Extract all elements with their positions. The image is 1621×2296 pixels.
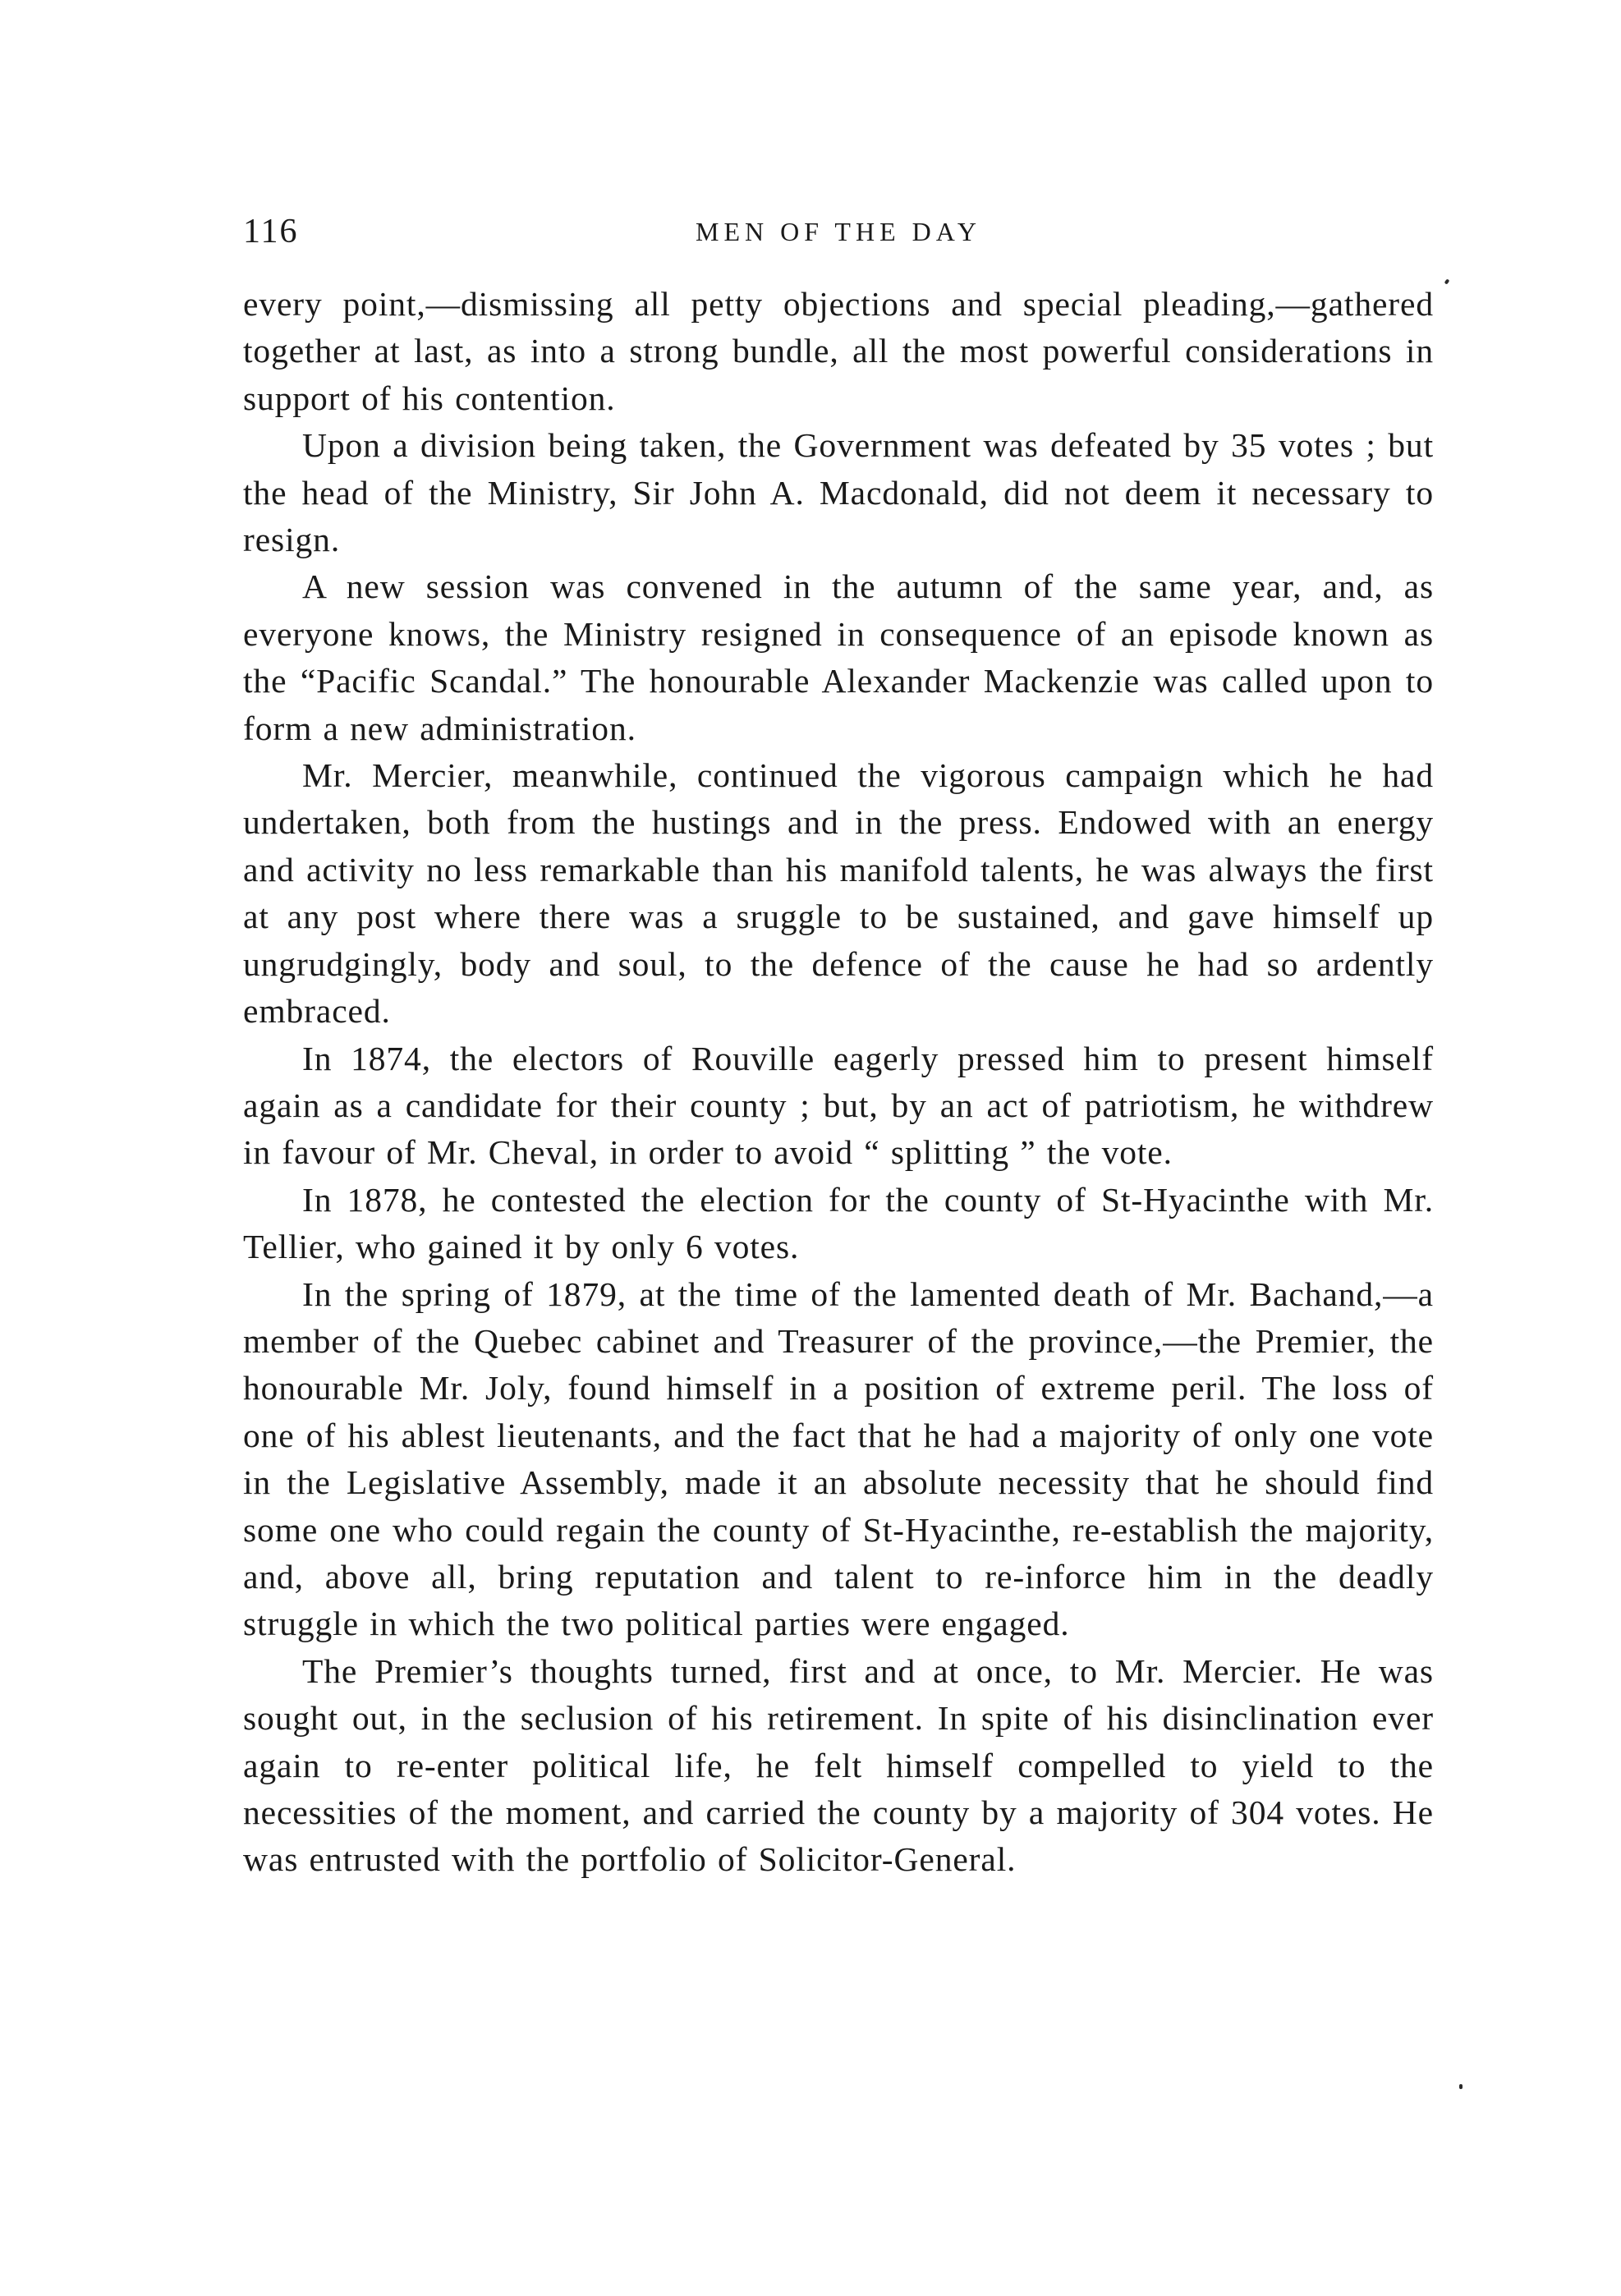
scan-speck <box>1444 278 1450 284</box>
paragraph-1878-election: In 1878, he contested the election for the county of St-Hyacinthe with Mr. Tellier, who gained it by only 6 votes. <box>243 1180 1434 1266</box>
running-head <box>243 212 1434 261</box>
paragraph-1879-premier-peril: In the spring of 1879, at the time of the lamented death of Mr. Bachand,—a member of the Quebec cabinet and Treasurer of the province,—the Premier, the honourable Mr. Joly, found himself in a position of extreme peril. The loss of one of his ablest lieutenants, and the fact that he had a majority of only one vote in the Legislative Assembly, made it an absolute necessity that he should find some one who could regain the county of St-Hyacinthe, re-establish the majority, and, above all, bring reputation and talent to re-inforce him in the deadly struggle in which the two political parties were engaged. <box>243 1274 1434 1643</box>
paragraph-continued: every point,—dismissing all petty objections and special pleading,—gathered together at last, as into a strong bundle, all the most powerful considerations in support of his contention. <box>243 285 1434 417</box>
page-number: 116 <box>243 213 299 250</box>
scan-speck <box>1459 2084 1463 2089</box>
paragraph-1874-rouville: In 1874, the electors of Rouville eagerly pressed him to present himself again as a candidate for their county ; but, by an act of patriotism, he withdrew in favour of Mr. Cheval, in order to avoid “ splitting ” the vote. <box>243 1039 1434 1172</box>
paragraph-solicitor-general: The Premier’s thoughts turned, first and at once, to Mr. Mercier. He was sought out, in the seclusion of his retirement. In spite of his disinclination ever again to re-enter political life, he felt himself compelled to yield to the necessities of the moment, and carried the county by a majority of 304 votes. He was entrusted with the portfolio of Solicitor-General. <box>243 1651 1434 1879</box>
paragraph-division-vote: Upon a division being taken, the Government was defeated by 35 votes ; but the head of the Ministry, Sir John A. Macdonald, did not deem it necessary to resign. <box>243 426 1434 559</box>
paragraph-pacific-scandal: A new session was convened in the autumn of the same year, and, as everyone knows, the Ministry resigned in consequence of an episode known as the “Pacific Scandal.” The honourable Alexander Mackenzie was called upon to form a new administration. <box>243 567 1434 747</box>
body-text <box>243 281 1434 1884</box>
running-title: MEN OF THE DAY <box>695 217 982 246</box>
paragraph-mercier-campaign: Mr. Mercier, meanwhile, continued the vigorous campaign which he had undertaken, both from the hustings and in the press. Endowed with an energy and activity no less remarkable than his manifold talents, he was always the first at any post where there was a sruggle to be sustained, and gave himself up ungrudgingly, body and soul, to the defence of the cause he had so ardently embraced. <box>243 756 1434 1031</box>
